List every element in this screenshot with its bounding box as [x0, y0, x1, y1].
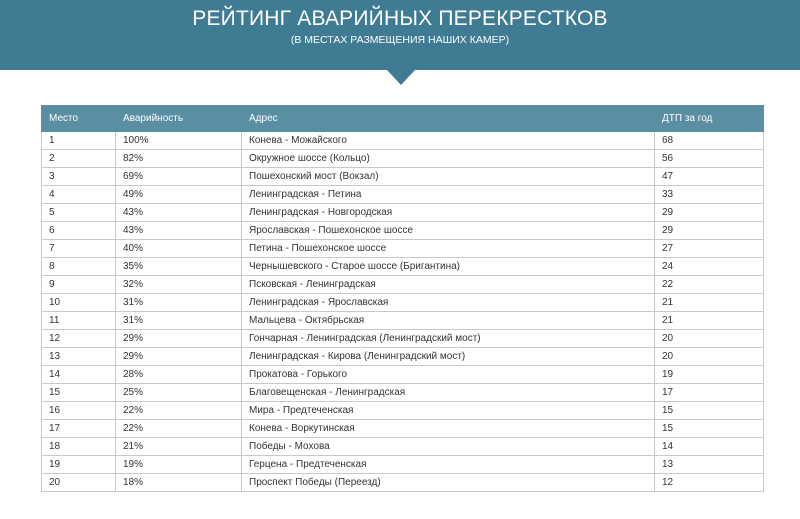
cell-accident-rate: 29%	[116, 330, 242, 348]
cell-accident-rate: 43%	[116, 204, 242, 222]
table-row	[42, 204, 764, 222]
cell-place: 7	[42, 240, 116, 258]
cell-address: Конева - Можайского	[242, 132, 655, 150]
cell-place: 9	[42, 276, 116, 294]
cell-accident-rate: 69%	[116, 168, 242, 186]
cell-place: 2	[42, 150, 116, 168]
cell-accident-rate: 35%	[116, 258, 242, 276]
cell-accidents-per-year: 15	[655, 420, 764, 438]
table-body	[42, 132, 764, 492]
cell-place: 1	[42, 132, 116, 150]
cell-accident-rate: 82%	[116, 150, 242, 168]
cell-address: Чернышевского - Старое шоссе (Бригантина)	[242, 258, 655, 276]
cell-accidents-per-year: 29	[655, 204, 764, 222]
table-row	[42, 276, 764, 294]
cell-accident-rate: 22%	[116, 402, 242, 420]
table-header-row	[42, 106, 764, 132]
cell-accident-rate: 21%	[116, 438, 242, 456]
table-row	[42, 240, 764, 258]
page-subtitle: (В МЕСТАХ РАЗМЕЩЕНИЯ НАШИХ КАМЕР)	[290, 34, 510, 46]
header-banner	[0, 0, 800, 70]
cell-accident-rate: 49%	[116, 186, 242, 204]
cell-address: Герцена - Предтеченская	[242, 456, 655, 474]
cell-accident-rate: 29%	[116, 348, 242, 366]
cell-address: Гончарная - Ленинградская (Ленинградский мост)	[242, 330, 655, 348]
banner-pointer-arrow	[387, 70, 415, 85]
table-row	[42, 186, 764, 204]
cell-place: 6	[42, 222, 116, 240]
table-header	[42, 106, 764, 132]
cell-accidents-per-year: 47	[655, 168, 764, 186]
column-header-address: Адрес	[242, 106, 655, 132]
table-row	[42, 456, 764, 474]
cell-accident-rate: 28%	[116, 366, 242, 384]
cell-accidents-per-year: 24	[655, 258, 764, 276]
cell-accidents-per-year: 15	[655, 402, 764, 420]
cell-accidents-per-year: 12	[655, 474, 764, 492]
table-row	[42, 366, 764, 384]
cell-accident-rate: 19%	[116, 456, 242, 474]
cell-accidents-per-year: 14	[655, 438, 764, 456]
column-header-accident-rate: Аварийность	[116, 106, 242, 132]
cell-place: 16	[42, 402, 116, 420]
cell-accidents-per-year: 29	[655, 222, 764, 240]
cell-place: 17	[42, 420, 116, 438]
cell-place: 18	[42, 438, 116, 456]
table-row	[42, 294, 764, 312]
cell-place: 4	[42, 186, 116, 204]
cell-address: Мира - Предтеченская	[242, 402, 655, 420]
rating-table	[41, 105, 764, 492]
table-row	[42, 474, 764, 492]
cell-accidents-per-year: 20	[655, 348, 764, 366]
cell-accident-rate: 100%	[116, 132, 242, 150]
cell-accidents-per-year: 21	[655, 294, 764, 312]
cell-accident-rate: 22%	[116, 420, 242, 438]
cell-accidents-per-year: 21	[655, 312, 764, 330]
table-row	[42, 402, 764, 420]
cell-accidents-per-year: 22	[655, 276, 764, 294]
cell-address: Пошехонский мост (Вокзал)	[242, 168, 655, 186]
cell-address: Ленинградская - Кирова (Ленинградский мост)	[242, 348, 655, 366]
cell-place: 5	[42, 204, 116, 222]
cell-accident-rate: 40%	[116, 240, 242, 258]
cell-accident-rate: 43%	[116, 222, 242, 240]
cell-accidents-per-year: 33	[655, 186, 764, 204]
cell-accidents-per-year: 17	[655, 384, 764, 402]
cell-place: 11	[42, 312, 116, 330]
cell-accident-rate: 31%	[116, 312, 242, 330]
table-row	[42, 222, 764, 240]
cell-accident-rate: 31%	[116, 294, 242, 312]
cell-place: 3	[42, 168, 116, 186]
cell-place: 12	[42, 330, 116, 348]
page-title: РЕЙТИНГ АВАРИЙНЫХ ПЕРЕКРЕСТКОВ	[192, 7, 608, 30]
cell-address: Ярославская - Пошехонское шоссе	[242, 222, 655, 240]
cell-accidents-per-year: 27	[655, 240, 764, 258]
column-header-accidents-per-year: ДТП за год	[655, 106, 764, 132]
cell-place: 19	[42, 456, 116, 474]
table-row	[42, 168, 764, 186]
cell-address: Мальцева - Октябрьская	[242, 312, 655, 330]
cell-address: Проспект Победы (Переезд)	[242, 474, 655, 492]
cell-place: 8	[42, 258, 116, 276]
cell-accident-rate: 25%	[116, 384, 242, 402]
column-header-place: Место	[42, 106, 116, 132]
cell-address: Благовещенская - Ленинградская	[242, 384, 655, 402]
cell-accidents-per-year: 19	[655, 366, 764, 384]
cell-address: Окружное шоссе (Кольцо)	[242, 150, 655, 168]
cell-address: Победы - Мохова	[242, 438, 655, 456]
cell-address: Петина - Пошехонское шоссе	[242, 240, 655, 258]
table-row	[42, 312, 764, 330]
table-row	[42, 330, 764, 348]
cell-place: 13	[42, 348, 116, 366]
cell-address: Прокатова - Горького	[242, 366, 655, 384]
cell-address: Псковская - Ленинградская	[242, 276, 655, 294]
cell-address: Ленинградская - Ярославская	[242, 294, 655, 312]
cell-address: Ленинградская - Петина	[242, 186, 655, 204]
cell-accidents-per-year: 20	[655, 330, 764, 348]
cell-accidents-per-year: 68	[655, 132, 764, 150]
cell-accident-rate: 18%	[116, 474, 242, 492]
table-row	[42, 348, 764, 366]
cell-address: Конева - Воркутинская	[242, 420, 655, 438]
table-row	[42, 132, 764, 150]
table-row	[42, 258, 764, 276]
cell-accidents-per-year: 13	[655, 456, 764, 474]
cell-place: 10	[42, 294, 116, 312]
cell-place: 20	[42, 474, 116, 492]
table-row	[42, 438, 764, 456]
cell-place: 15	[42, 384, 116, 402]
cell-accidents-per-year: 56	[655, 150, 764, 168]
table-row	[42, 384, 764, 402]
cell-accident-rate: 32%	[116, 276, 242, 294]
table-row	[42, 150, 764, 168]
cell-place: 14	[42, 366, 116, 384]
cell-address: Ленинградская - Новгородская	[242, 204, 655, 222]
table-row	[42, 420, 764, 438]
